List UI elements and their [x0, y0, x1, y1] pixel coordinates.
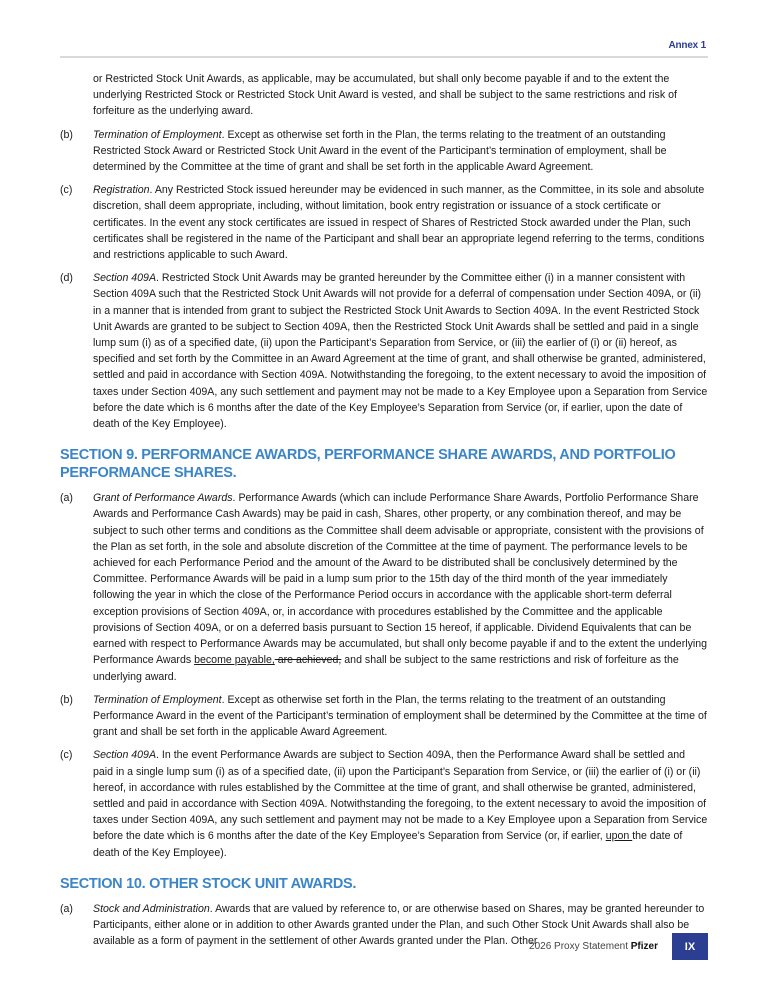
section8-item-b: (b) Termination of Employment. Except as otherwise set forth in the Plan, the terms relating to the treatment of an outstanding Restricted Stock Award or Restricted Stock Unit Award in the event of the Participant’s termination of employment, shall be determined by the Committee at the time of grant and shall be set forth in the applicable Award Agreement.	[60, 128, 667, 174]
section10-item-a: (a) Stock and Administration. Awards that are valued by reference to, or are otherwise based on Shares, may be granted hereunder to Participants, either alone or in addition to other Awards granted under the Plan, and such Other Stock Unit Awards shall also be available as a form of payment in the settlement of other Awards granted under the Plan. Other	[60, 902, 705, 948]
item-text: Restricted Stock Unit Awards may be granted hereunder by the Committee either (i) in a manner consistent with Section 409A such that the Restricted Stock Unit Awards will not provide for a deferral of compensation under Section 409A, or (ii) in a manner that is intended from grant to subject the Restricted Stock Unit Awards to Section 409A. In the event Restricted Stock Unit Awards are granted to be subject to Section 409A, then the Restricted Stock Unit Awards shall be settled and paid in a single lump sum (i) as of a specified date, (ii) upon the Participant’s Separation from Service, or (iii) the earlier of (i) or (ii) hereof, as specified and set forth by the Committee in an Award Agreement at the time of grant, and shall otherwise be granted, administered, settled and paid in accordance with Section 409A. Notwithstanding the foregoing, to the extent necessary to avoid the imposition of taxes under Section 409A, any such settlement and payment may not be made to a Key Employee upon a Separation from Service before the date which is 6 months after the date of the Key Employee’s Separation from Service (or, if earlier, upon the date of death of the Key Employee).	[93, 272, 708, 431]
item-text-end: and shall be subject to the same restrictions and risk of forfeiture as the underlying award.	[93, 654, 679, 683]
section8-item-c: (c) Registration. Any Restricted Stock issued hereunder may be evidenced in such manner, as the Committee, in its sole and absolute discretion, shall deem appropriate, including, without limitation, book entry registration or issuance of a stock certificate or certificates. In the event any stock certificates are issued in respect of Shares of Restricted Stock awarded under the Plan, such certificates shall be registered in the name of the Participant and shall bear an appropriate legend referring to the terms, conditions and restrictions applicable to such Award.	[60, 184, 705, 262]
item-title: Grant of Performance Awards	[93, 492, 233, 505]
item-title: Stock and Administration	[93, 902, 210, 915]
item-text: Performance Awards (which can include Performance Share Awards, Portfolio Performance Share Awards and Performance Cash Awards) may be paid in cash, Shares, other property, or any combination thereof, and may be subject to such other terms and conditions as the Committee shall deem advisable or appropriate, consistent with the provisions of the Plan as set forth, in the sole and absolute discretion of the Committee at the time of payment. The performance levels to be achieved for each Performance Period and the amount of the Award to be distributed shall be conclusively determined by the Committee. Performance Awards will be paid in a lump sum prior to the 15th day of the third month of the year immediately following the year in which the close of the Performance Period occurs in accordance with the applicable short-term deferral exception provisions of Section 409A, or, in accordance with procedures established by the Committee and the applicable provisions of Section 409A, or on a deferred basis pursuant to Section 15 hereof, if applicable. Dividend Equivalents that can be earned with respect to Performance Awards may be accumulated, but shall only become payable if and to the extent the underlying Performance Awards	[93, 492, 708, 667]
inserted-text: upon	[605, 830, 633, 843]
item-text-end: the date of death of the Key Employee).	[93, 830, 683, 859]
header-divider	[60, 56, 708, 58]
item-title: Termination of Employment	[93, 128, 222, 141]
item-marker: (c)	[60, 184, 73, 197]
item-text: Except as otherwise set forth in the Plan, the terms relating to the treatment of an outstanding Performance Award in the event of the Participant’s termination of employment shall be determined by the Committee at the time of grant and shall be set forth in the applicable Award Agreement.	[93, 693, 707, 739]
item-title: Section 409A	[93, 272, 157, 285]
item-marker: (c)	[60, 749, 73, 762]
item-text: Except as otherwise set forth in the Plan, the terms relating to the treatment of an outstanding Restricted Stock Award or Restricted Stock Unit Award in the event of the Participant’s termination of employment, shall be determined by the Committee at the time of grant and shall be set forth in the applicable Award Agreement.	[93, 128, 667, 174]
item-title: Section 409A	[93, 749, 157, 762]
item-text: Any Restricted Stock issued hereunder may be evidenced in such manner, as the Committee, in its sole and absolute discretion, shall deem appropriate, including, without limitation, book entry registration or issuance of a stock certificate or certificates. In the event any stock certificates are issued in respect of Shares of Restricted Stock awarded under the Plan, such certificates shall be registered in the name of the Participant and shall bear an appropriate legend referring to the terms, conditions and restrictions applicable to such Award.	[93, 184, 705, 262]
inserted-text: become payable,	[194, 654, 275, 667]
footer-title: 2026 Proxy Statement	[529, 941, 628, 952]
item-text: In the event Performance Awards are subject to Section 409A, then the Performance Award shall be settled and paid in a single lump sum (i) as of a specified date, (ii) upon the Participant’s Separation from Service, or (iii) the earlier of (i) or (ii) hereof, in accordance with rules established by the Committee at the time of grant, and shall otherwise be granted, administered, settled and paid in accordance with Section 409A. Notwithstanding the foregoing, to the extent necessary to avoid the imposition of taxes under Section 409A, any such settlement and payment may not be made to a Key Employee upon a Separation from Service before the date which is 6 months after the date of the Key Employee’s Separation from Service (or, if earlier,	[93, 749, 708, 843]
section9-item-c: (c) Section 409A. In the event Performance Awards are subject to Section 409A, then the Performance Award shall be settled and paid in a single lump sum (i) as of a specified date, (ii) upon the Participant’s Separation from Service, or (iii) the earlier of (i) or (ii) hereof, in accordance with rules established by the Committee at the time of grant, and shall otherwise be granted, administered, settled and paid in accordance with Section 409A. Notwithstanding the foregoing, to the extent necessary to avoid the imposition of taxes under Section 409A, any such settlement and payment may not be made to a Key Employee upon a Separation from Service before the date which is 6 months after the date of the Key Employee’s Separation from Service (or, if earlier, upon the date of death of the Key Employee).	[60, 749, 708, 859]
section8-item-d: (d) Section 409A. Restricted Stock Unit Awards may be granted hereunder by the Committee either (i) in a manner consistent with Section 409A such that the Restricted Stock Unit Awards will not provide for a deferral of compensation under Section 409A, or (ii) in a manner that is intended from grant to subject the Restricted Stock Unit Awards to Section 409A. In the event Restricted Stock Unit Awards are granted to be subject to Section 409A, then the Restricted Stock Unit Awards shall be settled and paid in a single lump sum (i) as of a specified date, (ii) upon the Participant’s Separation from Service, or (iii) the earlier of (i) or (ii) hereof, as specified and set forth by the Committee in an Award Agreement at the time of grant, and shall otherwise be granted, administered, settled and paid in accordance with Section 409A. Notwithstanding the foregoing, to the extent necessary to avoid the imposition of taxes under Section 409A, any such settlement and payment may not be made to a Key Employee upon a Separation from Service before the date which is 6 months after the date of the Key Employee’s Separation from Service (or, if earlier, upon the date of death of the Key Employee).	[60, 272, 708, 431]
footer-doc-title	[529, 941, 658, 952]
deleted-text: are achieved,	[274, 654, 342, 667]
item-marker: (d)	[60, 272, 73, 285]
item-marker: (b)	[60, 128, 73, 141]
item-text: Awards that are valued by reference to, or are otherwise based on Shares, may be granted hereunder to Participants, either alone or in addition to other Awards granted under the Plan, and such Other Stock Unit Awards shall also be available as a form of payment in the settlement of other Awards granted under the Plan. Other	[93, 902, 705, 948]
section10-heading: SECTION 10. OTHER STOCK UNIT AWARDS.	[60, 875, 357, 892]
section9-item-b: (b) Termination of Employment. Except as otherwise set forth in the Plan, the terms relating to the treatment of an outstanding Performance Award in the event of the Participant’s termination of employment shall be determined by the Committee at the time of grant and shall be set forth in the applicable Award Agreement.	[60, 693, 707, 739]
document-body	[60, 71, 708, 956]
section9-heading: SECTION 9. PERFORMANCE AWARDS, PERFORMANCE SHARE AWARDS, AND PORTFOLIO PERFORMANCE SHARES.	[60, 447, 676, 482]
item-marker: (b)	[60, 693, 73, 706]
footer-company: Pfizer	[630, 941, 658, 952]
item-title: Termination of Employment	[93, 693, 222, 706]
page-number-badge: IX	[672, 933, 708, 960]
section9-item-a: (a) Grant of Performance Awards. Performance Awards (which can include Performance Share Awards, Portfolio Performance Share Awards and Performance Cash Awards) may be paid in cash, Shares, other property, or any combination thereof, and may be subject to such other terms and conditions as the Committee shall deem advisable or appropriate, consistent with the provisions of the Plan as set forth, in the sole and absolute discretion of the Committee at the time of payment. The performance levels to be achieved for each Performance Period and the amount of the Award to be distributed shall be conclusively determined by the Committee. Performance Awards will be paid in a lump sum prior to the 15th day of the third month of the year immediately following the year in which the close of the Performance Period occurs in accordance with the applicable short-term deferral exception provisions of Section 409A, or, in accordance with procedures established by the Committee and the applicable provisions of Section 409A, or on a deferred basis pursuant to Section 15 hereof, if applicable. Dividend Equivalents that can be earned with respect to Performance Awards may be accumulated, but shall only become payable if and to the extent the underlying Performance Awards become payable, are achieved, and shall be subject to the same restrictions and risk of forfeiture as the underlying award.	[60, 492, 708, 683]
item-marker: (a)	[60, 492, 73, 505]
annex-label: Annex 1	[668, 40, 706, 51]
continuation-paragraph: or Restricted Stock Unit Awards, as applicable, may be accumulated, but shall only become payable if and to the extent the underlying Restricted Stock or Restricted Stock Unit Award is vested, and shall be subject to the same restrictions and risk of forfeiture as the underlying award.	[93, 73, 677, 118]
item-marker: (a)	[60, 902, 73, 915]
item-title: Registration	[93, 184, 150, 197]
